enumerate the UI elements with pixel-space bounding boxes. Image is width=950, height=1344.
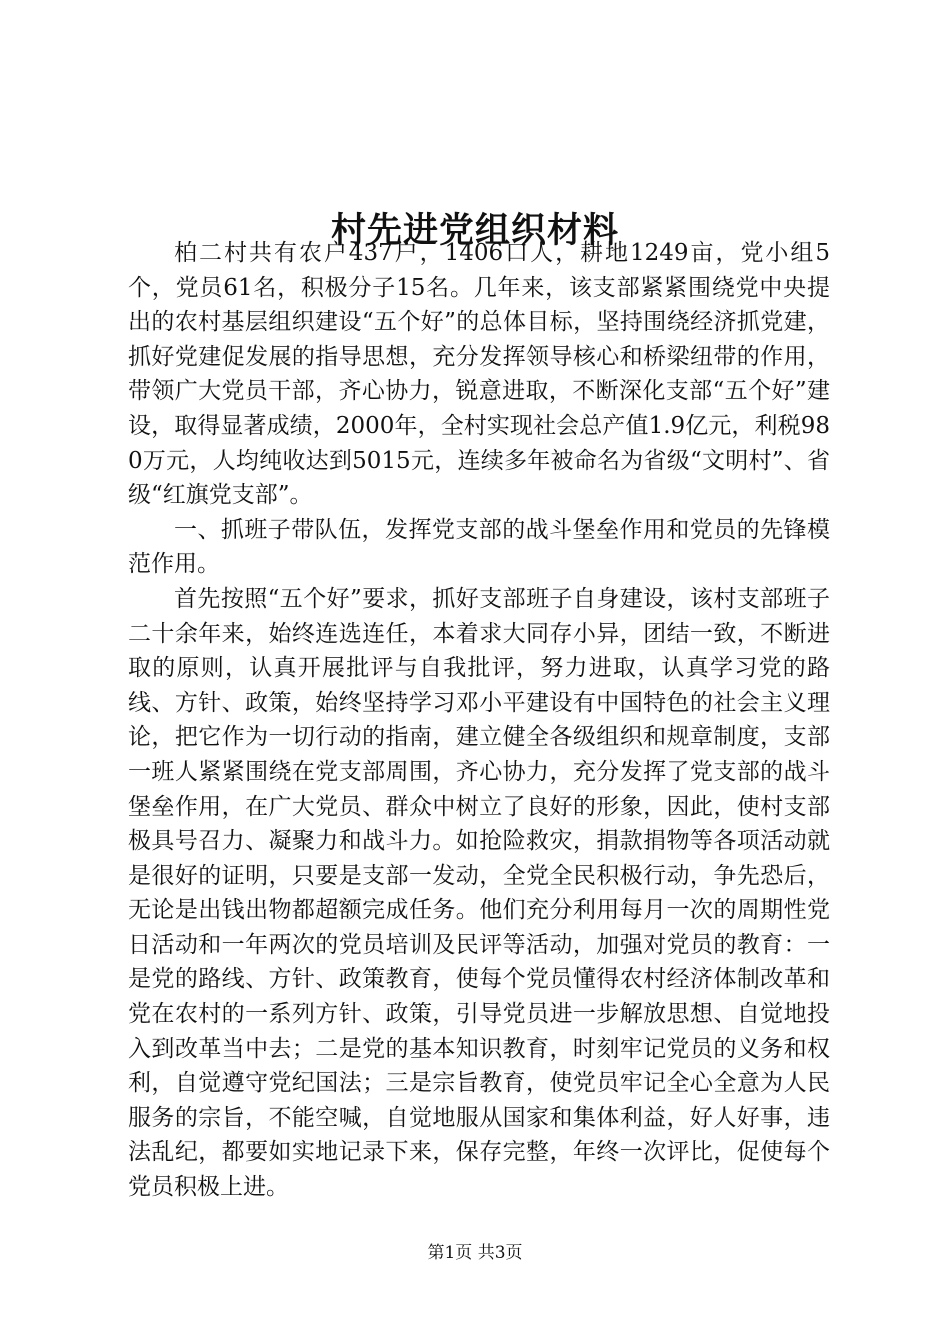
- page-footer: [0, 1241, 950, 1265]
- page-number: 第1页 共3页: [427, 1243, 523, 1263]
- document-title: 村先进党组织材料: [330, 210, 619, 252]
- paragraph-intro: 柏二村共有农户437户，1406口人，耕地1249亩，党小组5个，党员61名，积极分子15名。几年来，该支部紧紧围绕党中央提出的农村基层组织建设“五个好”的总体目标，坚持围绕经济抓党建，抓好党建促发展的指导思想，充分发挥领导核心和桥梁纽带的作用，带领广大党员干部，齐心协力，锐意进取，不断深化支部“五个好”建设，取得显著成绩，2000年，全村实现社会总产值1.9亿元，利税980万元，人均纯收达到5015元，连续多年被命名为省级“文明村”、省级“红旗党支部”。: [128, 240, 830, 509]
- paragraph-section-heading: 一、抓班子带队伍，发挥党支部的战斗堡垒作用和党员的先锋模范作用。: [128, 516, 830, 578]
- document-body: [128, 236, 830, 1205]
- paragraph-detail: 首先按照“五个好”要求，抓好支部班子自身建设，该村支部班子二十余年来，始终连选连任，本着求大同存小异，团结一致，不断进取的原则，认真开展批评与自我批评，努力进取，认真学习党的路线、方针、政策，始终坚持学习邓小平建设有中国特色的社会主义理论，把它作为一切行动的指南，建立健全各级组织和规章制度，支部一班人紧紧围绕在党支部周围，齐心协力，充分发挥了党支部的战斗堡垒作用，在广大党员、群众中树立了良好的形象，因此，使村支部极具号召力、凝聚力和战斗力。如抢险救灾，捐款捐物等各项活动就是很好的证明，只要是支部一发动，全党全民积极行动，争先恐后，无论是出钱出物都超额完成任务。他们充分利用每月一次的周期性党日活动和一年两次的党员培训及民评等活动，加强对党员的教育：一是党的路线、方针、政策教育，使每个党员懂得农村经济体制改革和党在农村的一系列方针、政策，引导党员进一步解放思想、自觉地投入到改革当中去；二是党的基本知识教育，时刻牢记党员的义务和权利，自觉遵守党纪国法；三是宗旨教育，使党员牢记全心全意为人民服务的宗旨，不能空喊，自觉地服从国家和集体利益，好人好事，违法乱纪，都要如实地记录下来，保存完整，年终一次评比，促使每个党员积极上进。: [128, 585, 830, 1201]
